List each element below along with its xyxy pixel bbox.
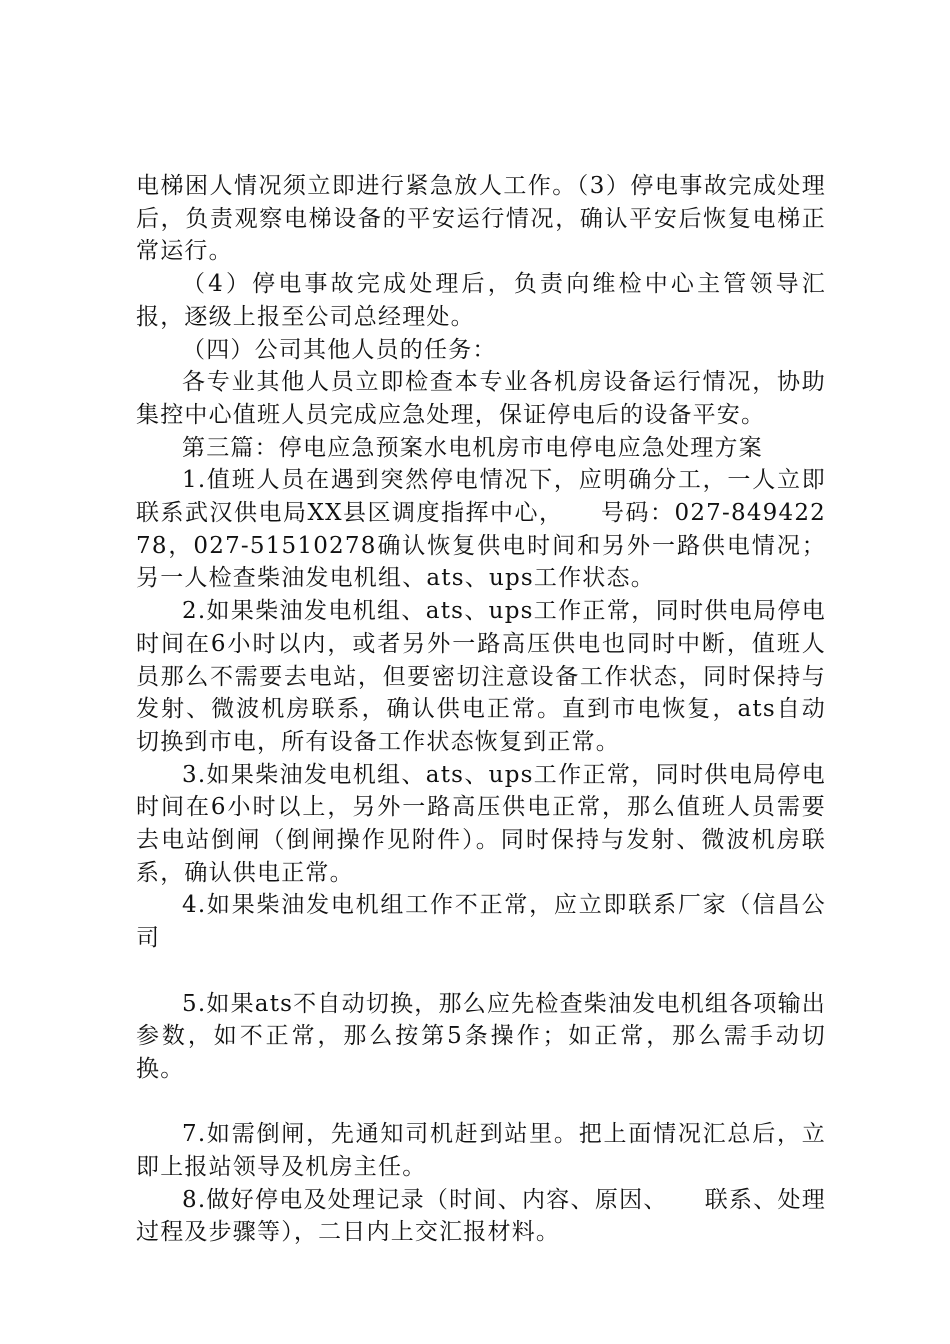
document-body bbox=[136, 170, 826, 1249]
list-item-step-1: 1.值班人员在遇到突然停电情况下，应明确分工，一人立即联系武汉供电局XX县区调度指挥中心， 号码：027-84942278，027-51510278确认恢复供电时间和另外一路供电情况；另一人检查柴油发电机组、ats、ups工作状态。 bbox=[136, 467, 826, 592]
paragraph-elevator-rescue: 电梯困人情况须立即进行紧急放人工作。（3）停电事故完成处理后，负责观察电梯设备的平安运行情况，确认平安后恢复电梯正常运行。 bbox=[136, 173, 826, 265]
section-heading-other-staff: （四）公司其他人员的任务： bbox=[182, 336, 497, 363]
paragraph-other-staff-tasks: 各专业其他人员立即检查本专业各机房设备运行情况，协助集控中心值班人员完成应急处理，保证停电后的设备平安。 bbox=[136, 369, 826, 428]
list-item-step-3: 3.如果柴油发电机组、ats、ups工作正常，同时供电局停电时间在6小时以上，另外一路高压供电正常，那么值班人员需要去电站倒闸（倒闸操作见附件）。同时保持与发射、微波机房联系，确认供电正常。 bbox=[136, 761, 826, 886]
list-item-step-2: 2.如果柴油发电机组、ats、ups工作正常，同时供电局停电时间在6小时以内，或者另外一路高压供电也同时中断，值班人员那么不需要去电站，但要密切注意设备工作状态，同时保持与发射、微波机房联系，确认供电正常。直到市电恢复，ats自动切换到市电，所有设备工作状态恢复到正常。 bbox=[136, 598, 826, 755]
list-item-step-8: 8.做好停电及处理记录（时间、内容、原因、 联系、处理过程及步骤等），二日内上交汇报材料。 bbox=[136, 1186, 826, 1246]
chapter-heading-part-three: 第三篇：停电应急预案水电机房市电停电应急处理方案 bbox=[182, 434, 763, 461]
list-item-step-4: 4.如果柴油发电机组工作不正常，应立即联系厂家（信昌公司 bbox=[136, 892, 826, 952]
blank-line bbox=[136, 1086, 826, 1119]
list-item-step-5: 5.如果ats不自动切换，那么应先检查柴油发电机组各项输出参数，如不正常，那么按第5条操作；如正常，那么需手动切换。 bbox=[136, 990, 826, 1082]
list-item-step-7: 7.如需倒闸，先通知司机赶到站里。把上面情况汇总后，立即上报站领导及机房主任。 bbox=[136, 1121, 826, 1181]
blank-line bbox=[136, 955, 826, 988]
paragraph-report-to-leaders: （4）停电事故完成处理后，负责向维检中心主管领导汇报，逐级上报至公司总经理处。 bbox=[136, 271, 826, 330]
